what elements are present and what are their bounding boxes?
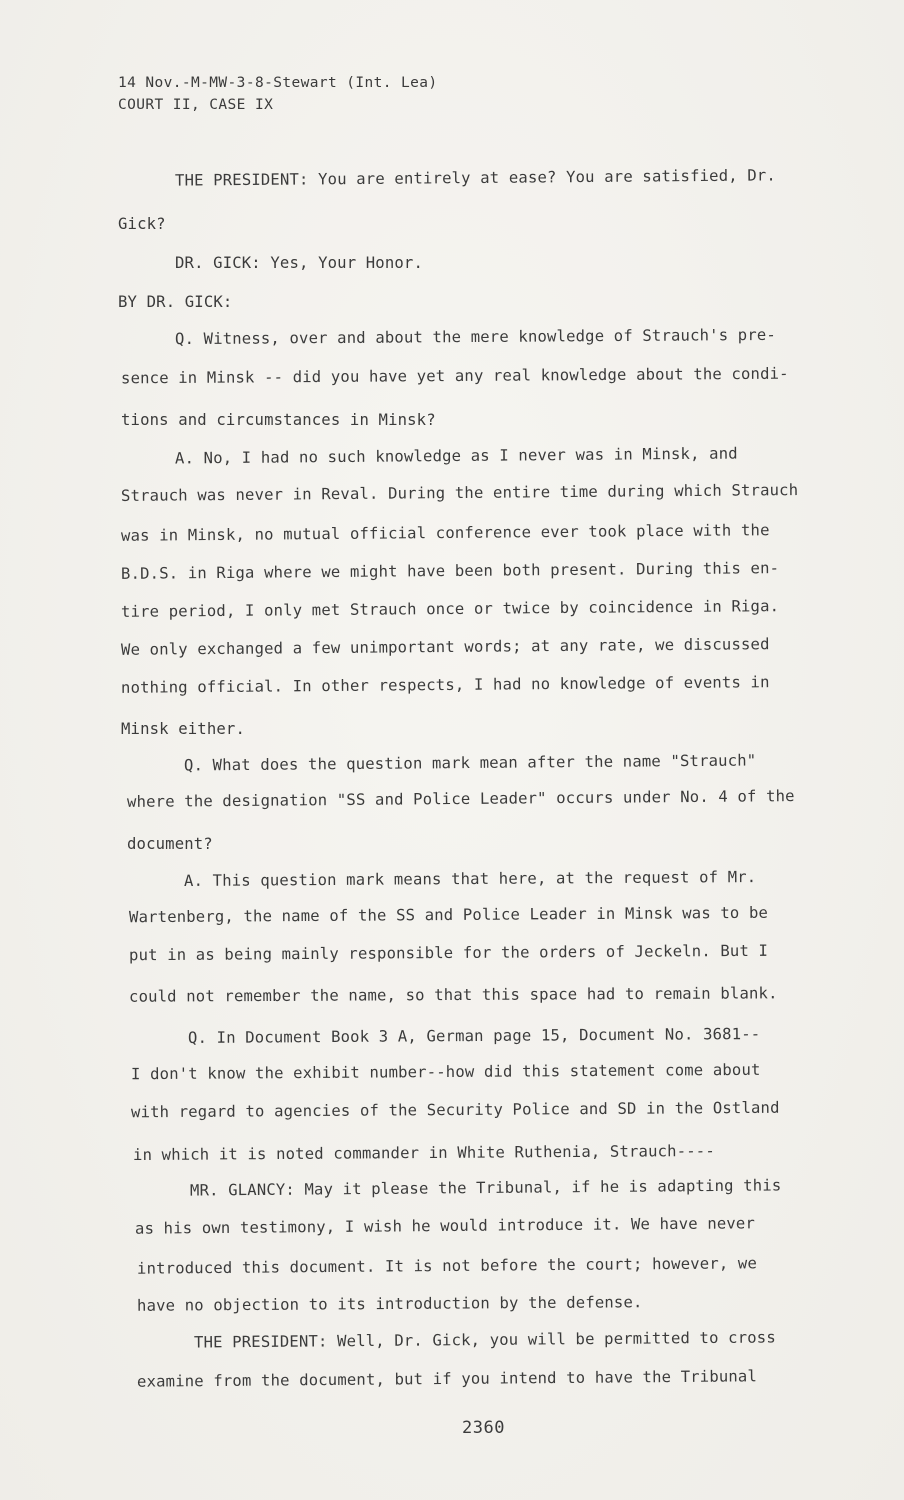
transcript-line: Wartenberg, the name of the SS and Police Leader in Minsk was to be: [128, 903, 769, 927]
transcript-line: THE PRESIDENT: You are entirely at ease? You are satisfied, Dr.: [174, 166, 776, 190]
transcript-line: MR. GLANCY: May it please the Tribunal, if he is adapting this: [189, 1176, 782, 1200]
transcript-line: put in as being mainly responsible for the orders of Jeckeln. But I: [128, 941, 769, 965]
transcript-line: tions and circumstances in Minsk?: [121, 411, 436, 429]
page-number: 2360: [462, 1418, 505, 1438]
transcript-line: Q. Witness, over and about the mere knowledge of Strauch's pre-: [174, 325, 776, 349]
transcript-line: Q. What does the question mark mean after the name "Strauch": [183, 751, 757, 775]
transcript-line: where the designation "SS and Police Leader" occurs under No. 4 of the: [126, 787, 795, 811]
transcript-line: was in Minsk, no mutual official conference ever took place with the: [120, 521, 770, 545]
transcript-line: document?: [127, 835, 213, 853]
transcript-line: DR. GICK: Yes, Your Honor.: [175, 254, 423, 272]
transcript-line: with regard to agencies of the Security Police and SD in the Ostland: [130, 1098, 780, 1122]
transcript-line: could not remember the name, so that this space had to remain blank.: [128, 984, 778, 1006]
transcript-line: I don't know the exhibit number--how did this statement come about: [130, 1060, 761, 1084]
transcript-line: A. No, I had no such knowledge as I never was in Minsk, and: [174, 444, 738, 468]
transcript-line: introduced this document. It is not before the court; however, we: [136, 1254, 758, 1278]
transcript-line: nothing official. In other respects, I had no knowledge of events in: [120, 673, 770, 697]
transcript-line: tire period, I only met Strauch once or twice by coincidence in Riga.: [120, 597, 780, 621]
transcript-line: B.D.S. in Riga where we might have been both present. During this en-: [120, 559, 780, 583]
transcript-line: Q. In Document Book 3 A, German page 15, Document No. 3681--: [187, 1025, 761, 1047]
transcript-line: sence in Minsk -- did you have yet any real knowledge about the condi-: [120, 364, 789, 388]
transcript-line: examine from the document, but if you intend to have the Tribunal: [136, 1367, 758, 1391]
transcript-line: THE PRESIDENT: Well, Dr. Gick, you will be permitted to cross: [193, 1328, 776, 1352]
transcript-line: have no objection to its introduction by the defense.: [136, 1293, 643, 1315]
transcript-line: in which it is noted commander in White Ruthenia, Strauch----: [132, 1141, 715, 1165]
transcript-line: Strauch was never in Reval. During the entire time during which Strauch: [120, 481, 799, 505]
transcript-line: Gick?: [118, 215, 166, 233]
transcript-line: as his own testimony, I wish he would introduce it. We have never: [134, 1214, 756, 1238]
transcript-line: We only exchanged a few unimportant words; at any rate, we discussed: [120, 635, 770, 659]
transcript-line: BY DR. GICK:: [118, 293, 233, 311]
header-line-1: 14 Nov.-M-MW-3-8-Stewart (Int. Lea): [118, 75, 438, 91]
transcript-line: Minsk either.: [121, 720, 245, 738]
header-line-2: COURT II, CASE IX: [118, 97, 274, 113]
transcript-line: A. This question mark means that here, at the request of Mr.: [183, 868, 757, 890]
